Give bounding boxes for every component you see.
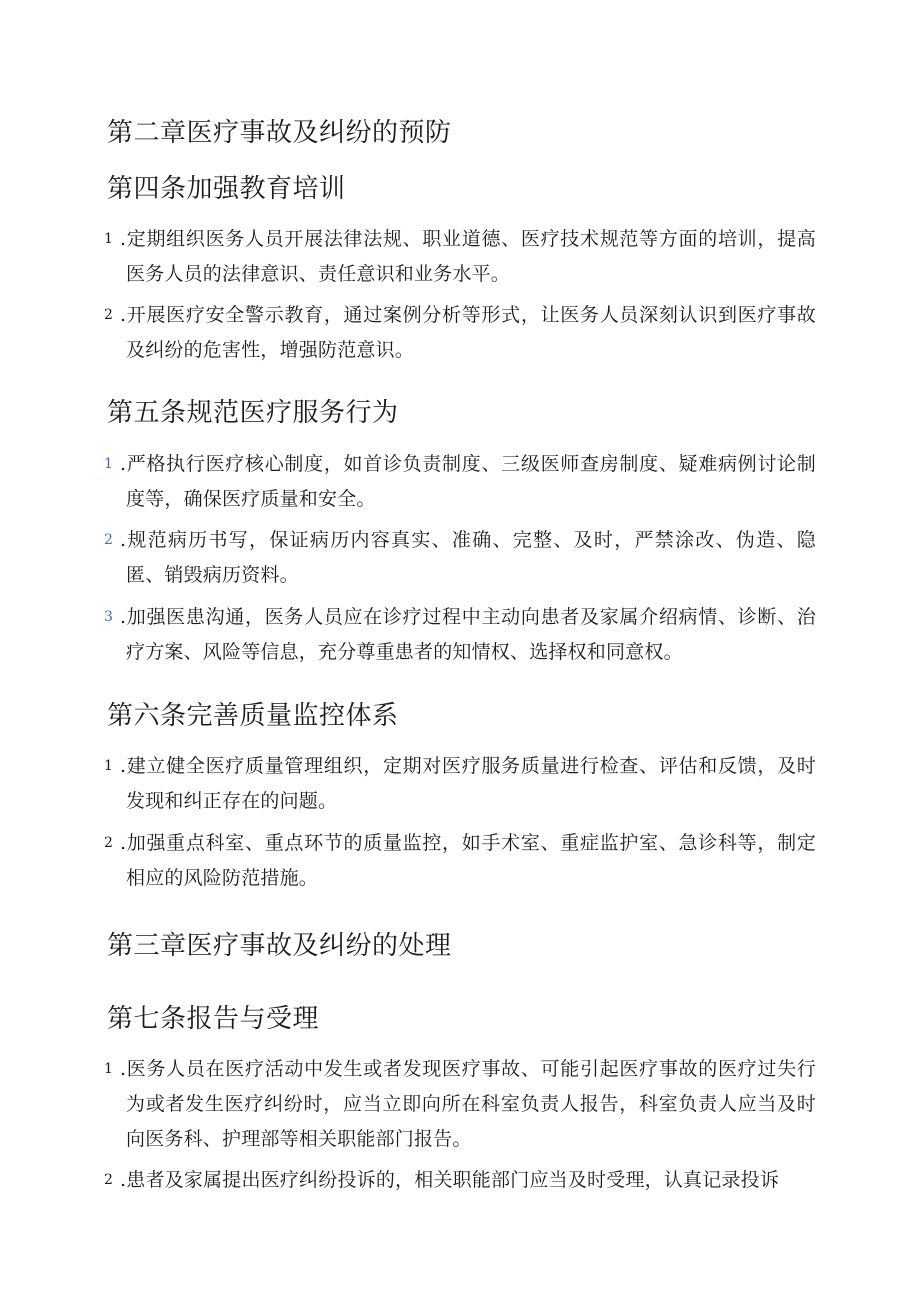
article-5-item-1 [104, 447, 816, 517]
article-5-title: 第五条规范医疗服务行为 [107, 398, 399, 428]
article-4-title: 第四条加强教育培训 [107, 174, 346, 204]
list-number: 2 [104, 835, 113, 851]
list-item-text: .建立健全医疗质量管理组织，定期对医疗服务质量进行检查、评估和反馈，及时发现和纠正存在的问题。 [120, 755, 816, 812]
list-number: 2 [104, 307, 113, 323]
list-number: 1 [104, 231, 113, 247]
article-4-item-1 [104, 222, 816, 292]
list-item-text: .医务人员在医疗活动中发生或者发现医疗事故、可能引起医疗事故的医疗过失行为或者发生医疗纠纷时，应当立即向所在科室负责人报告，科室负责人应当及时向医务科、护理部等相关职能部门报告。 [120, 1058, 816, 1150]
list-item-text: .开展医疗安全警示教育，通过案例分析等形式，让医务人员深刻认识到医疗事故及纠纷的危害性，增强防范意识。 [120, 304, 816, 361]
list-number: 2 [104, 1172, 113, 1188]
list-item-text: .患者及家属提出医疗纠纷投诉的，相关职能部门应当及时受理，认真记录投诉 [120, 1169, 780, 1191]
article-5-item-3 [104, 600, 816, 670]
article-6-item-1 [104, 749, 816, 819]
article-7-item-1 [104, 1052, 816, 1157]
list-item-text: .严格执行医疗核心制度，如首诊负责制度、三级医师查房制度、疑难病例讨论制度等，确保医疗质量和安全。 [120, 453, 816, 510]
article-7-item-2 [104, 1163, 816, 1198]
article-4-item-2 [104, 298, 816, 368]
list-number: 3 [104, 609, 113, 625]
article-6-item-2 [104, 826, 816, 896]
list-item-text: .定期组织医务人员开展法律法规、职业道德、医疗技术规范等方面的培训，提高医务人员的法律意识、责任意识和业务水平。 [120, 228, 816, 285]
list-item-text: .加强医患沟通，医务人员应在诊疗过程中主动向患者及家属介绍病情、诊断、治疗方案、风险等信息，充分尊重患者的知情权、选择权和同意权。 [120, 606, 816, 663]
chapter-3-title: 第三章医疗事故及纠纷的处理 [107, 931, 452, 961]
article-7-title: 第七条报告与受理 [107, 1004, 320, 1034]
list-item-text: .规范病历书写，保证病历内容真实、准确、完整、及时，严禁涂改、伪造、隐匿、销毁病历资料。 [120, 529, 816, 586]
list-item-text: .加强重点科室、重点环节的质量监控，如手术室、重症监护室、急诊科等，制定相应的风险防范措施。 [120, 832, 816, 889]
list-number: 1 [104, 456, 113, 472]
chapter-2-title: 第二章医疗事故及纠纷的预防 [107, 118, 452, 148]
article-6-title: 第六条完善质量监控体系 [107, 701, 399, 731]
article-5-item-2 [104, 523, 816, 593]
list-number: 1 [104, 1061, 113, 1077]
list-number: 2 [104, 532, 113, 548]
list-number: 1 [104, 758, 113, 774]
